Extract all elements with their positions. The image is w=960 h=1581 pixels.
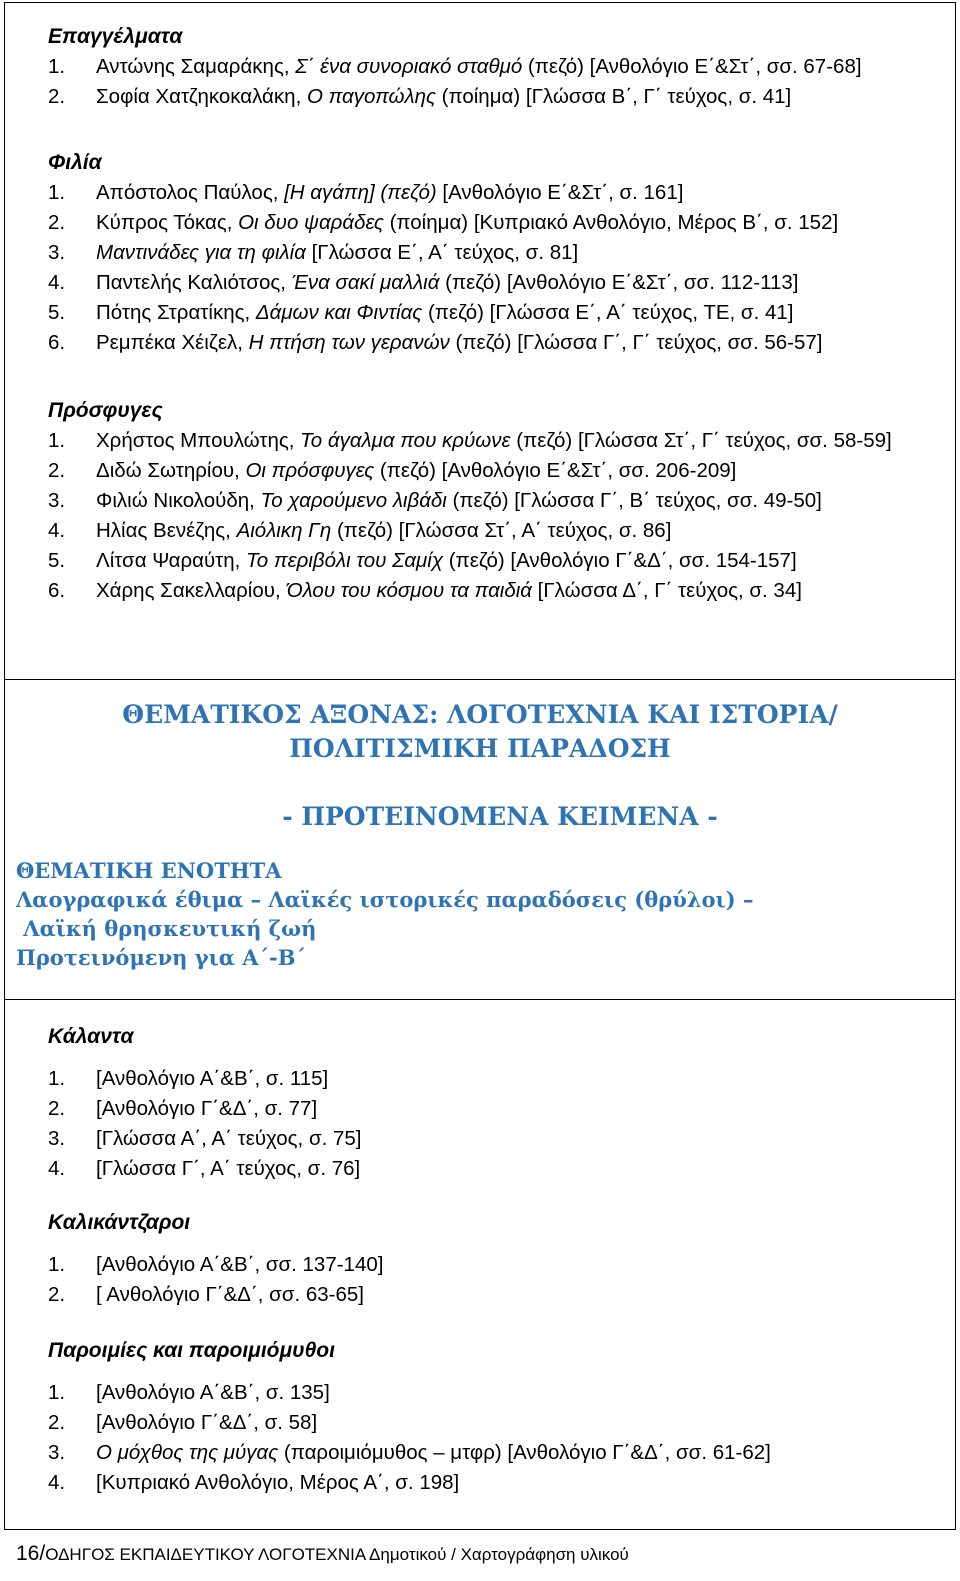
item-author: Παντελής Καλιότσος, bbox=[96, 271, 292, 294]
item-text bbox=[96, 456, 940, 486]
list-item bbox=[48, 1094, 940, 1124]
item-author: [Ανθολόγιο Γ΄&Δ΄, σ. 77] bbox=[96, 1097, 318, 1120]
item-author: Σοφία Χατζηκοκαλάκη, bbox=[96, 85, 307, 108]
section-kalikantzaroi bbox=[48, 1208, 940, 1310]
thematic-unit-line-2: Λαϊκή θρησκευτική ζωή bbox=[16, 916, 317, 941]
list-item bbox=[48, 1378, 940, 1408]
item-number: 5. bbox=[48, 549, 66, 572]
item-text bbox=[96, 1094, 940, 1124]
item-reference: (πεζό) [Γλώσσα Γ΄, Γ΄ τεύχος, σσ. 56-57] bbox=[449, 331, 823, 354]
item-number: 2. bbox=[48, 85, 66, 108]
item-number: 3. bbox=[48, 489, 66, 512]
item-number: 1. bbox=[48, 429, 66, 452]
item-reference: (ποίημα) [Κυπριακό Ανθολόγιο, Μέρος Β΄, σ. 152] bbox=[383, 211, 839, 234]
item-title: Αιόλικη Γη bbox=[236, 519, 332, 542]
thematic-unit-line-3: Προτεινόμενη για Α΄-Β΄ bbox=[16, 945, 306, 970]
item-author: [Ανθολόγιο Α΄&Β΄, σ. 115] bbox=[96, 1067, 329, 1090]
item-author: Πότης Στρατίκης, bbox=[96, 301, 256, 324]
item-number: 3. bbox=[48, 1441, 66, 1464]
section-paroimies bbox=[48, 1336, 940, 1498]
item-number: 1. bbox=[48, 55, 66, 78]
item-text bbox=[96, 268, 940, 298]
item-reference: (ποίημα) [Γλώσσα Β΄, Γ΄ τεύχος, σ. 41] bbox=[435, 85, 792, 108]
item-text bbox=[96, 576, 940, 606]
item-text bbox=[96, 328, 940, 358]
item-author: Ηλίας Βενέζης, bbox=[96, 519, 237, 542]
thematic-unit-block bbox=[16, 856, 753, 972]
list-item bbox=[48, 516, 940, 546]
list-item bbox=[48, 268, 940, 298]
item-reference: (πεζό) [Γλώσσα Στ΄, Α΄ τεύχος, σ. 86] bbox=[331, 519, 672, 542]
item-author: [Ανθολόγιο Α΄&Β΄, σ. 135] bbox=[96, 1381, 330, 1404]
item-text bbox=[96, 1250, 940, 1280]
item-text bbox=[96, 1064, 940, 1094]
item-title: Σ΄ ένα συνοριακό σταθμό bbox=[295, 55, 523, 78]
item-number: 4. bbox=[48, 1471, 66, 1494]
item-reference: (πεζό) [Ανθολόγιο Ε΄&Στ΄, σσ. 112-113] bbox=[439, 271, 799, 294]
item-reference: (πεζό) [Γλώσσα Γ΄, Β΄ τεύχος, σσ. 49-50] bbox=[446, 489, 822, 512]
item-text bbox=[96, 1280, 940, 1310]
item-number: 2. bbox=[48, 459, 66, 482]
item-number: 2. bbox=[48, 1283, 66, 1306]
item-reference: (πεζό) [Ανθολόγιο Ε΄&Στ΄, σσ. 206-209] bbox=[374, 459, 737, 482]
list-item bbox=[48, 1438, 940, 1468]
item-number: 1. bbox=[48, 1381, 66, 1404]
section-prosfyges bbox=[48, 396, 940, 606]
list-item bbox=[48, 238, 940, 268]
item-title: Ο μόχθος της μύγας bbox=[96, 1441, 279, 1464]
item-text bbox=[96, 426, 940, 456]
item-title: Μαντινάδες για τη φιλία bbox=[96, 241, 306, 264]
item-text bbox=[96, 1438, 940, 1468]
item-author: [ Ανθολόγιο Γ΄&Δ΄, σσ. 63-65] bbox=[96, 1283, 364, 1306]
list-item bbox=[48, 576, 940, 606]
item-list bbox=[48, 178, 940, 358]
item-text bbox=[96, 1378, 940, 1408]
item-reference: [Ανθολόγιο Ε΄&Στ΄, σ. 161] bbox=[436, 181, 684, 204]
list-item bbox=[48, 1468, 940, 1498]
theme-axis-subtitle: - ΠΡΟΤΕΙΝΟΜΕΝΑ ΚΕΙΜΕΝΑ - bbox=[282, 802, 718, 831]
item-list bbox=[48, 52, 940, 112]
page-footer bbox=[16, 1542, 629, 1567]
item-author: Χρήστος Μπουλώτης, bbox=[96, 429, 301, 452]
item-title: Δάμων και Φιντίας bbox=[255, 301, 423, 324]
item-number: 4. bbox=[48, 519, 66, 542]
item-author: [Γλώσσα Α΄, Α΄ τεύχος, σ. 75] bbox=[96, 1127, 362, 1150]
item-text bbox=[96, 1468, 940, 1498]
list-item bbox=[48, 426, 940, 456]
item-number: 2. bbox=[48, 1097, 66, 1120]
section-heading: Φιλία bbox=[48, 151, 102, 174]
item-title: [Η αγάπη] (πεζό) bbox=[284, 181, 437, 204]
item-text bbox=[96, 208, 940, 238]
item-title: Το περιβόλι του Σαμίχ bbox=[246, 549, 444, 572]
item-number: 6. bbox=[48, 331, 66, 354]
item-title: Η πτήση των γερανών bbox=[248, 331, 450, 354]
list-item bbox=[48, 456, 940, 486]
theme-axis-title: ΘΕΜΑΤΙΚΟΣ ΑΞΟΝΑΣ: ΛΟΓΟΤΕΧΝΙΑ ΚΑΙ ΙΣΤΟΡΙΑ/ΠΟΛΙΤΙΣΜΙΚΗ ΠΑΡΑΔΟΣΗ bbox=[122, 700, 838, 763]
item-title: Όλου του κόσμου τα παιδιά bbox=[286, 579, 532, 602]
section-kalanta bbox=[48, 1022, 940, 1184]
page-number: 16/ bbox=[16, 1542, 46, 1565]
item-reference: (πεζό) [Ανθολόγιο Ε΄&Στ΄, σσ. 67-68] bbox=[522, 55, 862, 78]
item-number: 6. bbox=[48, 579, 66, 602]
list-item bbox=[48, 298, 940, 328]
list-item bbox=[48, 1408, 940, 1438]
list-item bbox=[48, 546, 940, 576]
section-heading: Επαγγέλματα bbox=[48, 25, 183, 48]
item-author: Ρεμπέκα Χέιζελ, bbox=[96, 331, 249, 354]
item-number: 1. bbox=[48, 1253, 66, 1276]
list-item bbox=[48, 52, 940, 82]
item-author: Διδώ Σωτηρίου, bbox=[96, 459, 246, 482]
item-author: Φιλιώ Νικολούδη, bbox=[96, 489, 261, 512]
item-number: 5. bbox=[48, 301, 66, 324]
item-number: 1. bbox=[48, 181, 66, 204]
list-item bbox=[48, 178, 940, 208]
section-epaggelmata bbox=[48, 22, 940, 112]
item-text bbox=[96, 178, 940, 208]
item-number: 4. bbox=[48, 1157, 66, 1180]
item-reference: (πεζό) [Γλώσσα Ε΄, Α΄ τεύχος, ΤΕ, σ. 41] bbox=[422, 301, 794, 324]
item-text bbox=[96, 546, 940, 576]
item-list bbox=[48, 1378, 940, 1498]
item-text bbox=[96, 238, 940, 268]
list-item bbox=[48, 1124, 940, 1154]
item-text bbox=[96, 1408, 940, 1438]
item-title: Το χαρούμενο λιβάδι bbox=[260, 489, 447, 512]
section-heading: Κάλαντα bbox=[48, 1025, 134, 1048]
item-number: 1. bbox=[48, 1067, 66, 1090]
item-reference: [Γλώσσα Δ΄, Γ΄ τεύχος, σ. 34] bbox=[531, 579, 802, 602]
item-author: Κύπρος Τόκας, bbox=[96, 211, 239, 234]
item-author: [Ανθολόγιο Γ΄&Δ΄, σ. 58] bbox=[96, 1411, 318, 1434]
item-text bbox=[96, 52, 940, 82]
item-number: 4. bbox=[48, 271, 66, 294]
item-text bbox=[96, 1154, 940, 1184]
list-item bbox=[48, 486, 940, 516]
item-list bbox=[48, 1064, 940, 1184]
item-number: 3. bbox=[48, 241, 66, 264]
list-item bbox=[48, 1280, 940, 1310]
list-item bbox=[48, 1154, 940, 1184]
item-title: Ο παγοπώλης bbox=[306, 85, 436, 108]
item-author: [Κυπριακό Ανθολόγιο, Μέρος Α΄, σ. 198] bbox=[96, 1471, 460, 1494]
footer-text: ΟΔΗΓΟΣ ΕΚΠΑΙΔΕΥΤΙΚΟΥ ΛΟΓΟΤΕΧΝΙΑ Δημοτικού / Χαρτογράφηση υλικού bbox=[45, 1545, 629, 1564]
section-heading: Παροιμίες και παροιμιόμυθοι bbox=[48, 1339, 335, 1362]
item-author: [Γλώσσα Γ΄, Α΄ τεύχος, σ. 76] bbox=[96, 1157, 361, 1180]
item-number: 2. bbox=[48, 1411, 66, 1434]
item-text bbox=[96, 1124, 940, 1154]
item-author: Χάρης Σακελλαρίου, bbox=[96, 579, 287, 602]
item-title: Ένα σακί μαλλιά bbox=[291, 271, 440, 294]
item-title: Οι πρόσφυγες bbox=[245, 459, 375, 482]
item-author: Λίτσα Ψαραύτη, bbox=[96, 549, 247, 572]
item-list bbox=[48, 426, 940, 606]
list-item bbox=[48, 1250, 940, 1280]
item-author: [Ανθολόγιο Α΄&Β΄, σσ. 137-140] bbox=[96, 1253, 384, 1276]
item-number: 3. bbox=[48, 1127, 66, 1150]
item-number: 2. bbox=[48, 211, 66, 234]
item-title: Οι δυο ψαράδες bbox=[238, 211, 384, 234]
thematic-unit-label: ΘΕΜΑΤΙΚΗ ΕΝΟΤΗΤΑ bbox=[16, 858, 282, 883]
list-item bbox=[48, 208, 940, 238]
item-reference: (πεζό) [Ανθολόγιο Γ΄&Δ΄, σσ. 154-157] bbox=[443, 549, 797, 572]
item-author: Αντώνης Σαμαράκης, bbox=[96, 55, 296, 78]
list-item bbox=[48, 1064, 940, 1094]
item-text bbox=[96, 298, 940, 328]
item-reference: [Γλώσσα Ε΄, Α΄ τεύχος, σ. 81] bbox=[305, 241, 579, 264]
item-author: Απόστολος Παύλος, bbox=[96, 181, 285, 204]
section-filia bbox=[48, 148, 940, 358]
item-text bbox=[96, 486, 940, 516]
item-title: Το άγαλμα που κρύωνε bbox=[300, 429, 511, 452]
list-item bbox=[48, 328, 940, 358]
item-reference: (παροιμιόμυθος – μτφρ) [Ανθολόγιο Γ΄&Δ΄, σσ. 61-62] bbox=[278, 1441, 771, 1464]
item-reference: (πεζό) [Γλώσσα Στ΄, Γ΄ τεύχος, σσ. 58-59] bbox=[510, 429, 892, 452]
item-list bbox=[48, 1250, 940, 1310]
section-heading: Πρόσφυγες bbox=[48, 399, 163, 422]
item-text bbox=[96, 82, 940, 112]
thematic-unit-line-1: Λαογραφικά έθιμα – Λαϊκές ιστορικές παραδόσεις (θρύλοι) – bbox=[16, 887, 754, 912]
item-text bbox=[96, 516, 940, 546]
section-heading: Καλικάντζαροι bbox=[48, 1211, 191, 1234]
list-item bbox=[48, 82, 940, 112]
